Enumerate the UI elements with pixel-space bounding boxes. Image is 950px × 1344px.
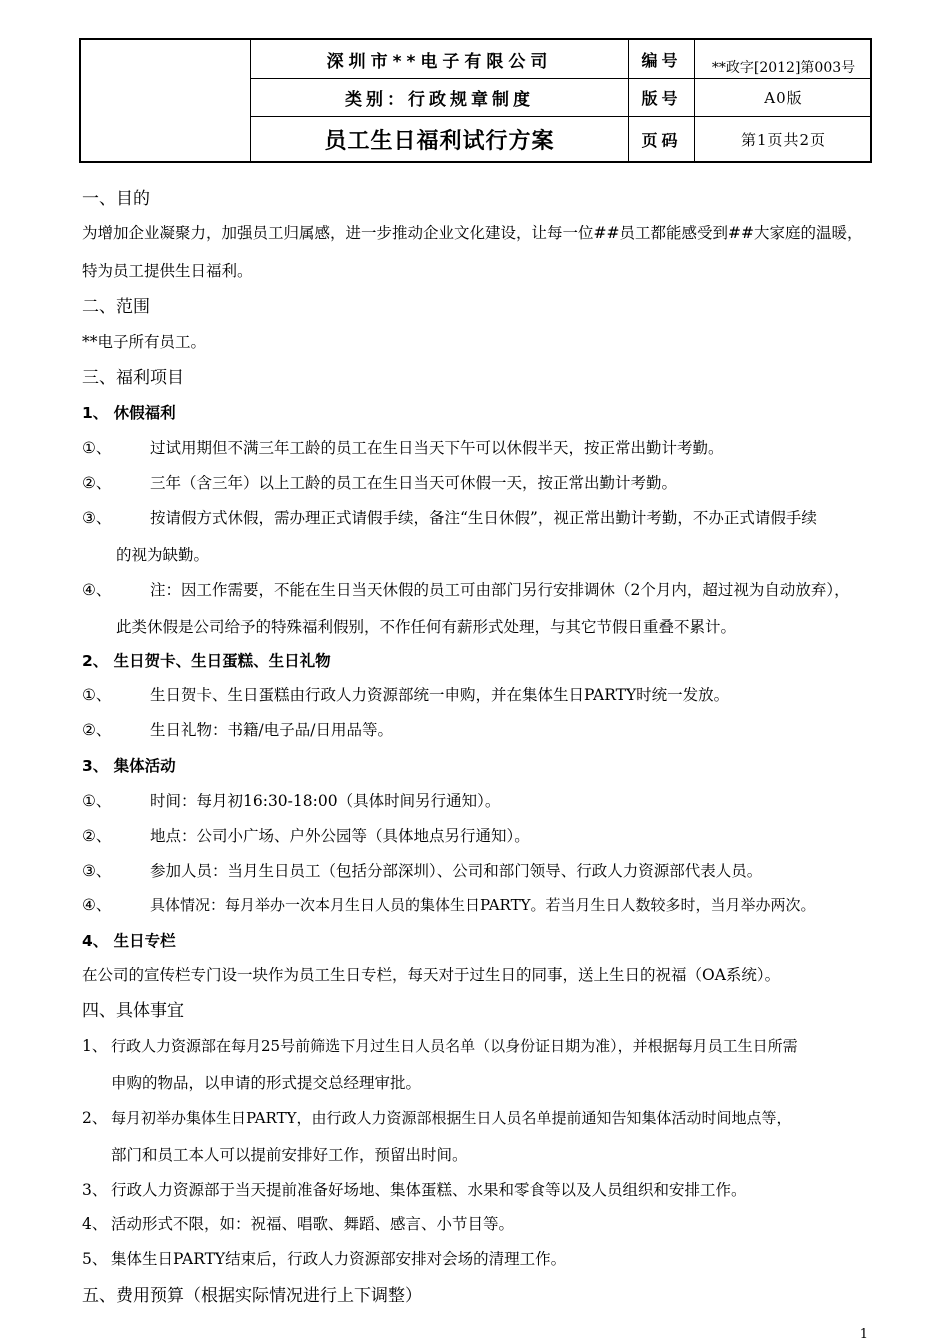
page-label: 页码 <box>641 130 682 150</box>
number-value: **政字[2012]第003号 <box>711 60 856 76</box>
item-number: ②、 <box>82 721 112 739</box>
item-number: 4、 <box>82 1215 108 1233</box>
section-heading: 三、福利项目 <box>82 368 184 388</box>
section-heading: 二、范围 <box>82 297 150 317</box>
item-text: 具体情况：每月举办一次本月生日人员的集体生日PARTY。若当月生日人数较多时，当月举办两次。 <box>150 896 816 914</box>
section-heading: 四、具体事宜 <box>82 1001 184 1021</box>
page-value: 第1页共2页 <box>740 130 827 149</box>
item-text: 生日礼物：书籍/电子品/日用品等。 <box>150 721 393 739</box>
paragraph-line: **电子所有员工。 <box>82 333 207 351</box>
item-number: ②、 <box>82 827 112 845</box>
item-number: ③、 <box>82 862 112 880</box>
company-name: 深圳市**电子有限公司 <box>326 51 553 72</box>
page-number: 1 <box>859 1327 868 1342</box>
item-text: 活动形式不限，如：祝福、唱歌、舞蹈、感言、小节目等。 <box>111 1215 515 1233</box>
number-label: 编号 <box>641 50 682 70</box>
item-number: 3、 <box>82 1181 108 1199</box>
item-number: ④、 <box>82 896 112 914</box>
header-table <box>79 38 872 163</box>
item-number: ③、 <box>82 509 112 527</box>
subsection-heading: 4、 生日专栏 <box>82 932 176 950</box>
item-text: 行政人力资源部于当天提前准备好场地、集体蛋糕、水果和零食等以及人员组织和安排工作。 <box>111 1181 747 1199</box>
logo-area <box>81 40 250 161</box>
item-number: ①、 <box>82 792 112 810</box>
item-text: 行政人力资源部在每月25号前筛选下月过生日人员名单（以身份证日期为准），并根据每月员工生日所需 <box>111 1037 798 1055</box>
item-text: 地点：公司小广场、户外公园等（具体地点另行通知）。 <box>150 827 530 845</box>
section-heading: 五、费用预算（根据实际情况进行上下调整） <box>82 1286 422 1306</box>
item-number: ④、 <box>82 581 112 599</box>
document-title: 员工生日福利试行方案 <box>324 128 555 154</box>
version-label: 版号 <box>641 89 682 108</box>
item-text: 时间：每月初16:30-18:00（具体时间另行通知）。 <box>150 792 501 810</box>
item-number: 1、 <box>82 1037 108 1055</box>
item-text: 集体生日PARTY结束后，行政人力资源部安排对会场的清理工作。 <box>111 1250 567 1268</box>
subsection-heading: 3、 集体活动 <box>82 757 176 775</box>
item-text: 三年（含三年）以上工龄的员工在生日当天可休假一天，按正常出勤计考勤。 <box>150 474 678 492</box>
item-number: ②、 <box>82 474 112 492</box>
category-label: 类别：行政规章制度 <box>345 90 534 110</box>
paragraph-line: 特为员工提供生日福利。 <box>82 262 253 280</box>
item-text: 注：因工作需要，不能在生日当天休假的员工可由部门另行安排调休（2个月内，超过视为自动放弃）， <box>150 581 850 599</box>
subsection-heading: 2、 生日贺卡、生日蛋糕、生日礼物 <box>82 652 331 670</box>
item-text: 每月初举办集体生日PARTY，由行政人力资源部根据生日人员名单提前通知告知集体活动时间地点等， <box>111 1109 792 1127</box>
item-number: 5、 <box>82 1250 108 1268</box>
item-text: 参加人员：当月生日员工（包括分部深圳）、公司和部门领导、行政人力资源部代表人员。 <box>150 862 763 880</box>
item-text: 过试用期但不满三年工龄的员工在生日当天下午可以休假半天，按正常出勤计考勤。 <box>150 439 724 457</box>
item-continuation: 部门和员工本人可以提前安排好工作，预留出时间。 <box>111 1146 468 1164</box>
section-heading: 一、目的 <box>82 189 150 209</box>
item-continuation: 申购的物品，以申请的形式提交总经理审批。 <box>111 1074 422 1092</box>
item-continuation: 的视为缺勤。 <box>116 546 210 564</box>
item-number: 2、 <box>82 1109 108 1127</box>
paragraph-line: 为增加企业凝聚力，加强员工归属感，进一步推动企业文化建设，让每一位##员工都能感受到##大家庭的温暖， <box>82 224 863 242</box>
version-value: A0版 <box>764 89 803 107</box>
item-text: 按请假方式休假，需办理正式请假手续，备注“生日休假”，视正常出勤计考勤，不办正式请假手续 <box>150 509 817 527</box>
item-continuation: 此类休假是公司给予的特殊福利假别，不作任何有薪形式处理，与其它节假日重叠不累计。 <box>116 618 737 636</box>
subsection-heading: 1、 休假福利 <box>82 404 176 422</box>
item-number: ①、 <box>82 686 112 704</box>
item-text: 生日贺卡、生日蛋糕由行政人力资源部统一申购，并在集体生日PARTY时统一发放。 <box>150 686 730 704</box>
item-number: ①、 <box>82 439 112 457</box>
paragraph-line: 在公司的宣传栏专门设一块作为员工生日专栏，每天对于过生日的同事，送上生日的祝福（OA系统）。 <box>82 966 781 984</box>
